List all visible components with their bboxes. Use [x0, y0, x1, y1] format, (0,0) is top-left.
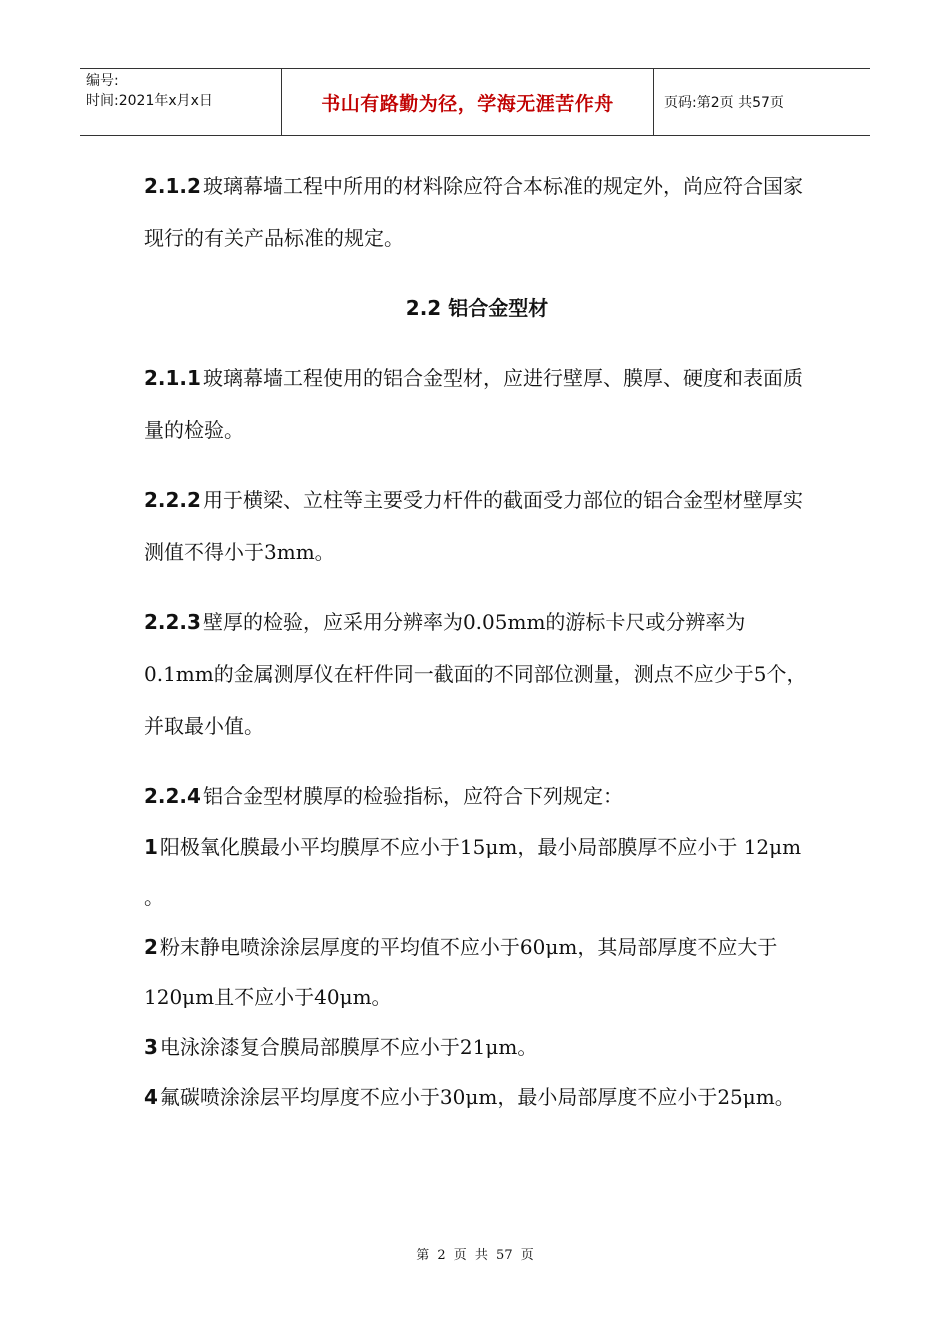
- item-number: 2: [144, 935, 158, 959]
- clause-text: 玻璃幕墙工程使用的铝合金型材，应进行壁厚、膜厚、硬度和表面质量的检验。: [144, 366, 803, 442]
- list-item: [144, 822, 810, 922]
- clause-text: 壁厚的检验，应采用分辨率为0.05mm的游标卡尺或分辨率为0.1mm的金属测厚仪在杆件同一截面的不同部位测量，测点不应少于5个，并取最小值。: [144, 610, 807, 738]
- item-number: 4: [144, 1085, 158, 1109]
- code-label: 编号:: [86, 73, 119, 89]
- clause-text: 铝合金型材膜厚的检验指标，应符合下列规定：: [202, 784, 623, 808]
- item-number: 1: [144, 835, 158, 859]
- item-number: 3: [144, 1035, 158, 1059]
- paragraph-2-2-3: [144, 596, 810, 752]
- date-label: 时间:2021年x月x日: [86, 93, 213, 109]
- paragraph-2-2-4: [144, 770, 810, 822]
- header-page-info: 页码:第2页 共57页: [664, 95, 784, 111]
- item-text: 电泳涂漆复合膜局部膜厚不应小于21μm。: [159, 1035, 538, 1059]
- clause-text: 玻璃幕墙工程中所用的材料除应符合本标准的规定外，尚应符合国家现行的有关产品标准的规定。: [144, 174, 803, 250]
- list-item: [144, 1022, 810, 1072]
- page-header: [80, 68, 870, 136]
- list-item: [144, 1072, 810, 1122]
- clause-number: 2.2.4: [144, 784, 201, 808]
- list-item: [144, 922, 810, 1022]
- paragraph-2-1-1: [144, 352, 810, 456]
- clause-number: 2.2.2: [144, 488, 201, 512]
- item-text: 氟碳喷涂涂层平均厚度不应小于30μm，最小局部厚度不应小于25μm。: [159, 1085, 795, 1109]
- clause-number: 2.1.2: [144, 174, 201, 198]
- paragraph-2-2-2: [144, 474, 810, 578]
- clause-text: 用于横梁、立柱等主要受力杆件的截面受力部位的铝合金型材壁厚实测值不得小于3mm。: [144, 488, 803, 564]
- item-text: 粉末静电喷涂涂层厚度的平均值不应小于60μm，其局部厚度不应大于120μm且不应小于40μm。: [144, 935, 778, 1009]
- header-motto: 书山有路勤为径，学海无涯苦作舟: [282, 69, 654, 135]
- item-text: 阳极氧化膜最小平均膜厚不应小于15μm，最小局部膜厚不应小于 12μm 。: [144, 835, 802, 909]
- page-footer: 第 2 页 共 57 页: [416, 1248, 534, 1263]
- header-meta: [80, 69, 282, 135]
- document-body: [144, 160, 810, 1122]
- section-title: 2.2 铝合金型材: [405, 296, 549, 320]
- clause-number: 2.1.1: [144, 366, 201, 390]
- requirement-list: [144, 822, 810, 1122]
- paragraph-2-1-2: [144, 160, 810, 264]
- clause-number: 2.2.3: [144, 610, 201, 634]
